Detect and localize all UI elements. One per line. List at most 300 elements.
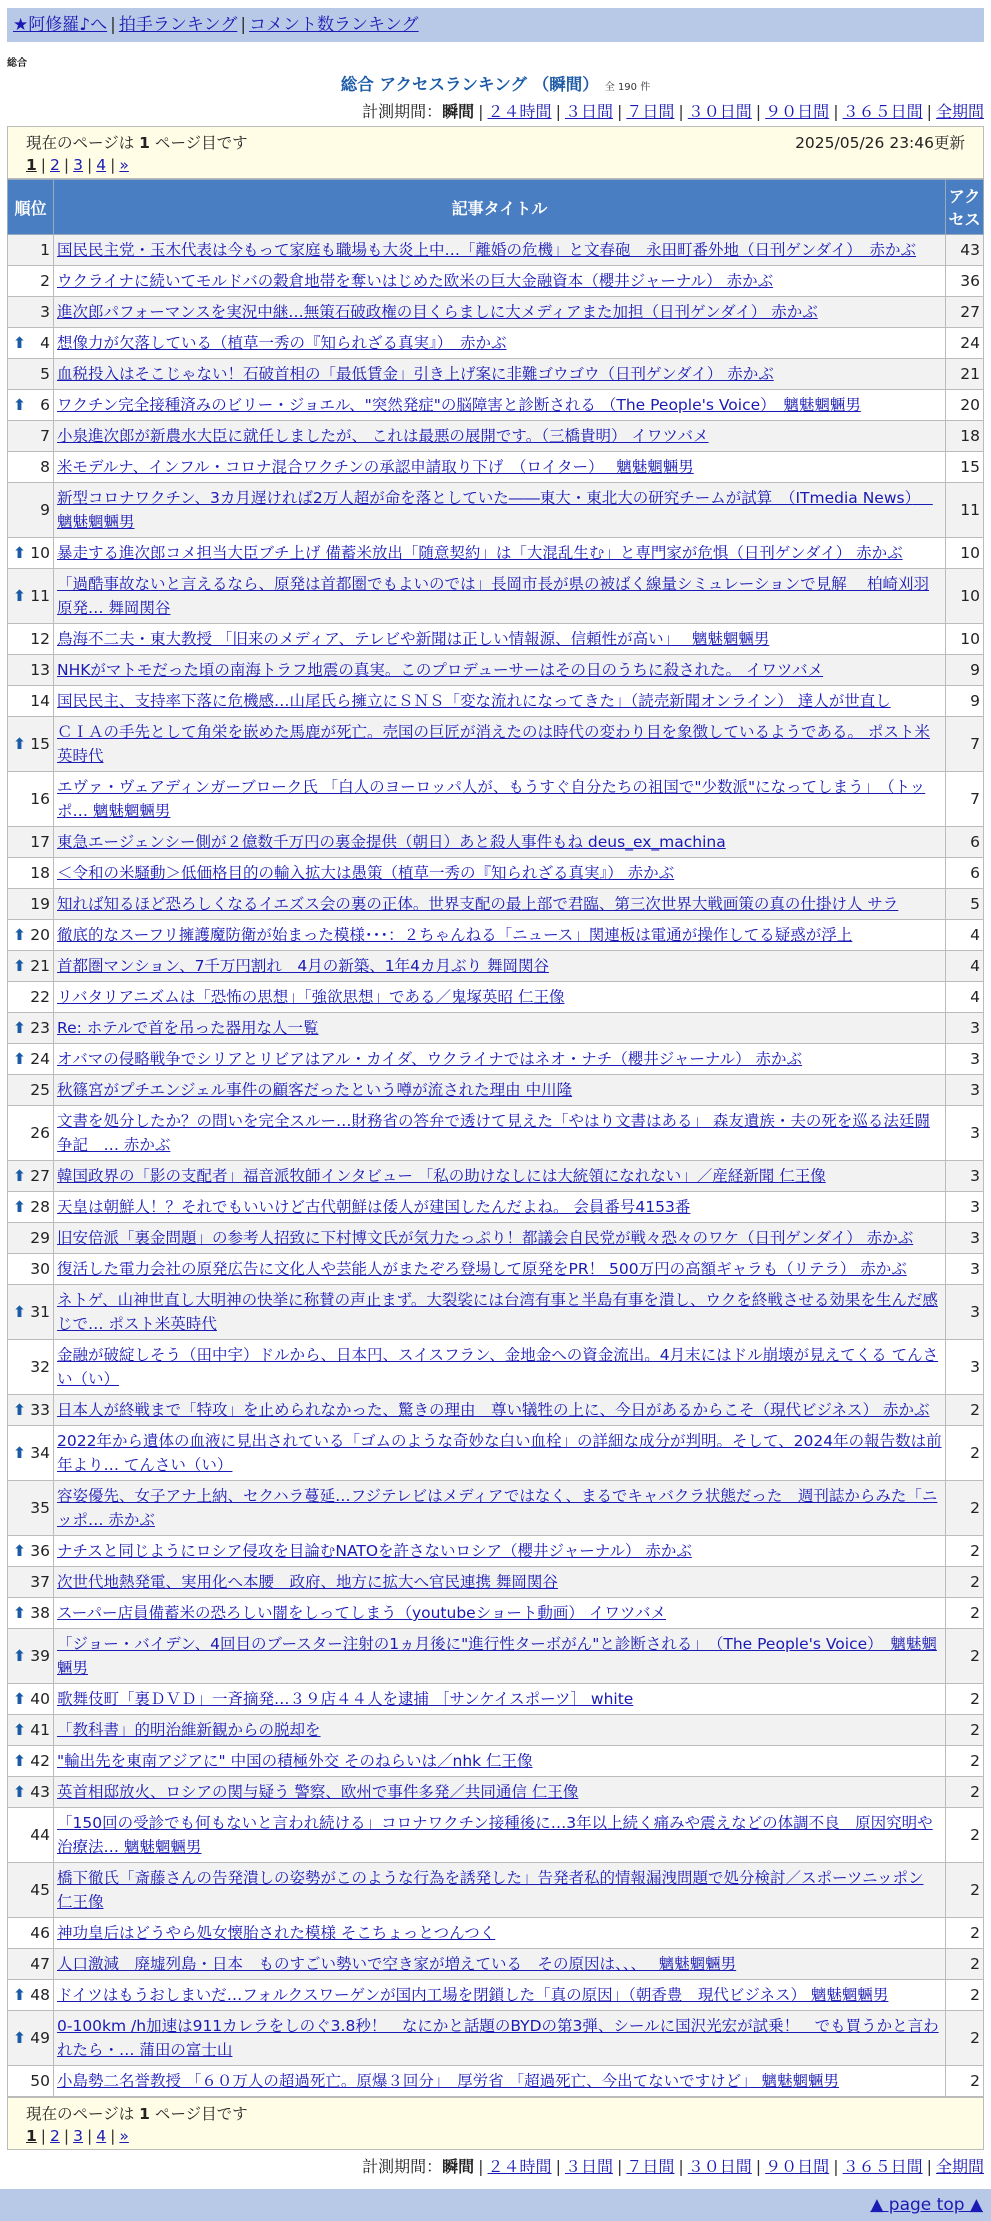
access-count: 2 [946,1536,984,1567]
title-cell [54,920,946,951]
rank-cell [8,1395,54,1426]
access-count: 36 [946,266,984,297]
title-cell [54,1395,946,1426]
access-count: 18 [946,421,984,452]
article-link[interactable]: 小泉進次郎が新農水大臣に就任しましたが、 これは最悪の展開です。（三橋貴明） イワツバメ [57,427,709,445]
rank-cell [8,1918,54,1949]
title-cell [54,452,946,483]
rank-cell [8,483,54,538]
article-link[interactable]: リバタリアニズムは「恐怖の思想」「強欲思想」である／鬼塚英昭 仁王像 [57,988,565,1006]
rank-cell [8,982,54,1013]
top-nav [7,8,984,42]
rank-number: 29 [30,1229,50,1247]
access-count: 2 [946,1746,984,1777]
rank-number: 37 [30,1573,50,1591]
page-link-1[interactable]: 3 [73,156,84,174]
rank-number: 24 [30,1050,50,1068]
title-cell [54,1746,946,1777]
pager-status [26,131,965,153]
rank-cell [8,1340,54,1395]
rank-number: 13 [30,661,50,679]
access-count: 4 [946,982,984,1013]
rank-cell [8,421,54,452]
access-count: 10 [946,538,984,569]
access-count: 3 [946,1285,984,1340]
rank-cell [8,1536,54,1567]
period-separator: | [926,102,932,121]
period-separator: | [478,2157,484,2176]
rank-up-icon: ⬆ [13,926,26,944]
title-cell [54,1598,946,1629]
access-count: 20 [946,390,984,421]
table-row [8,982,984,1013]
access-count: 2 [946,1777,984,1808]
table-row [8,390,984,421]
title-cell [54,297,946,328]
rank-number: 36 [30,1542,50,1560]
table-row [8,538,984,569]
article-link[interactable]: Re: ホテルで首を吊った器用な人一覧 [57,1019,319,1037]
page-current: 1 [26,2127,37,2145]
title-cell [54,1106,946,1161]
access-count: 5 [946,889,984,920]
access-count: 3 [946,1161,984,1192]
article-link[interactable]: 知れば知るほど恐ろしくなるイエズス会の裏の正体。世界支配の最上部で君臨、第三次世界大戦画策の真の仕掛け人 サラ [57,895,899,913]
rank-cell [8,1863,54,1918]
home-link[interactable]: ★阿修羅♪へ [13,15,108,35]
period-selector-bottom [7,2154,984,2177]
table-row [8,951,984,982]
article-link[interactable]: NHKがマトモだった頃の南海トラフ地震の真実。このプロデューサーはその日のうちに殺された。 イワツバメ [57,661,824,679]
period-separator: | [555,2157,561,2176]
article-link[interactable]: ドイツはもうおしまいだ…フォルクスワーゲンが国内工場を閉鎖した「真の原因」（朝香豊 現代ビジネス） 魑魅魍魎男 [57,1986,889,2004]
top-period-link-5[interactable]: ３６５日間 [842,102,923,121]
rank-cell [8,624,54,655]
article-link[interactable]: 日本人が終戦まで「特攻」を止められなかった、驚きの理由 尊い犠牲の上に、今日があるからこそ（現代ビジネス） 赤かぶ [57,1401,930,1419]
page-link-0[interactable]: 2 [50,2127,60,2145]
rank-number: 44 [30,1826,50,1844]
page-link-3[interactable]: » [119,2127,129,2145]
rank-number: 6 [40,396,50,414]
table-row [8,1777,984,1808]
article-link[interactable]: 文書を処分したか？の問いを完全スルー…財務省の答弁で透けて見えた「やはり文書はある」 森友遺族・夫の死を巡る法廷闘争記 … 赤かぶ [57,1112,930,1154]
page-link-2[interactable]: 4 [96,2127,107,2145]
table-row [8,1629,984,1684]
title-cell [54,717,946,772]
rank-number: 22 [30,988,50,1006]
article-link[interactable]: 「ジョー・バイデン、4回目のブースター注射の1ヵ月後に"進行性ターボがん"と診断される」 （The People's Voice） 魑魅魍魎男 [57,1635,937,1677]
table-row [8,421,984,452]
rank-up-icon: ⬆ [13,1303,26,1321]
table-row [8,686,984,717]
pager-box-bottom [7,2097,984,2150]
rank-cell [8,1715,54,1746]
period-separator: | [478,102,484,121]
rank-cell [8,266,54,297]
title-cell [54,1863,946,1918]
title-cell [54,686,946,717]
top-period-link-2[interactable]: ７日間 [626,102,675,121]
table-row [8,1567,984,1598]
comment-ranking-link[interactable]: コメント数ランキング [249,15,419,35]
table-row [8,1863,984,1918]
page-title-row [7,71,984,95]
top-period-link-4[interactable]: ９０日間 [765,102,830,121]
access-count: 2 [946,1567,984,1598]
title-cell [54,982,946,1013]
top-period-link-0[interactable]: ２４時間 [487,102,552,121]
title-cell [54,1629,946,1684]
access-count: 2 [946,1598,984,1629]
article-link[interactable]: 新型コロナワクチン、3カ月遅ければ2万人超が命を落としていた――東大・東北大の研究チームが試算 （ITmedia News） 魑魅魍魎男 [57,489,933,531]
access-count: 7 [946,717,984,772]
period-separator: | [833,102,839,121]
access-count: 10 [946,624,984,655]
table-row [8,1980,984,2011]
article-link[interactable]: 復活した電力会社の原発広告に文化人や芸能人がまたぞろ登場して原発をPR！ 500万円の高額ギャラも（リテラ） 赤かぶ [57,1260,907,1278]
rank-cell [8,1075,54,1106]
header-title: 記事タイトル [54,180,946,235]
rank-number: 26 [30,1124,50,1142]
clap-ranking-link[interactable]: 拍手ランキング [118,15,238,35]
article-link[interactable]: オバマの侵略戦争でシリアとリビアはアル・カイダ、ウクライナではネオ・ナチ（櫻井ジャーナル） 赤かぶ [57,1050,803,1068]
title-cell [54,1223,946,1254]
page-top-link[interactable]: ▲ page top ▲ [870,2195,983,2215]
title-cell [54,235,946,266]
page-title: 総合 アクセスランキング （瞬間） [340,75,599,94]
total-count: 全 190 件 [604,82,651,93]
table-row [8,1106,984,1161]
table-row [8,1426,984,1481]
top-period-link-6[interactable]: 全期間 [935,102,984,121]
title-cell [54,1426,946,1481]
table-row [8,1598,984,1629]
pagination [26,156,965,174]
table-row [8,1013,984,1044]
article-link[interactable]: 秋篠宮がプチエンジェル事件の顧客だったという噂が流された理由 中川隆 [57,1081,573,1099]
period-separator: | [616,102,623,121]
rank-number: 4 [40,334,50,352]
page-link-0[interactable]: 2 [50,156,60,174]
table-row [8,1044,984,1075]
access-count: 21 [946,359,984,390]
article-link[interactable]: 米モデルナ、インフル・コロナ混合ワクチンの承認申請取り下げ （ロイター） 魑魅魍魎男 [57,458,694,476]
title-cell [54,538,946,569]
article-link[interactable]: 血税投入はそこじゃない！石破首相の「最低賃金」引き上げ案に非難ゴウゴウ（日刊ゲンダイ） 赤かぶ [57,365,774,383]
rank-number: 32 [30,1358,50,1376]
table-row [8,827,984,858]
title-cell [54,1285,946,1340]
current-page-text [26,131,248,153]
page-separator: | [63,156,70,174]
current-page-post: ページ目です [154,2105,248,2123]
rank-number: 31 [30,1303,50,1321]
rank-up-icon: ⬆ [13,1752,26,1770]
table-header-row [8,180,984,235]
period-separator: | [833,2157,839,2176]
rank-up-icon: ⬆ [13,396,26,414]
title-cell [54,772,946,827]
rank-number: 15 [30,735,50,753]
table-row [8,1684,984,1715]
access-count: 2 [946,1629,984,1684]
article-link[interactable]: 神功皇后はどうやら処女懐胎された模様 そこちょっとつんつく [57,1924,496,1942]
bottom-period-link-1[interactable]: ３日間 [564,2157,613,2176]
period-separator: | [755,2157,762,2176]
rank-cell [8,1254,54,1285]
title-cell [54,2011,946,2066]
rank-number: 25 [30,1081,50,1099]
article-link[interactable]: 首都圏マンション、7千万円割れ 4月の新築、1年4カ月ぶり 舞岡関谷 [57,957,549,975]
rank-cell [8,1161,54,1192]
rank-cell [8,1629,54,1684]
access-count: 2 [946,1395,984,1426]
access-count: 3 [946,1340,984,1395]
current-page-number: 1 [139,2105,150,2123]
access-count: 7 [946,772,984,827]
title-cell [54,1980,946,2011]
article-link[interactable]: ナチスと同じようにロシア侵攻を目論むNATOを許さないロシア（櫻井ジャーナル） 赤かぶ [57,1542,692,1560]
current-page-pre: 現在のページは [26,134,135,152]
bottom-period-link-4[interactable]: ９０日間 [765,2157,830,2176]
section-label: 総合 [7,58,27,69]
title-cell [54,655,946,686]
title-cell [54,1013,946,1044]
rank-number: 35 [30,1499,50,1517]
article-link[interactable]: エヴァ・ヴェアディンガーブローク氏 「白人のヨーロッパ人が、もうすぐ自分たちの祖国で"少数派"になってしまう」 （トッポ… 魑魅魍魎男 [57,778,926,820]
table-row [8,920,984,951]
access-count: 2 [946,1715,984,1746]
article-link[interactable]: ワクチン完全接種済みのビリー・ジョエル、"突然発症"の脳障害と診断される （The People's Voice） 魑魅魍魎男 [57,396,861,414]
article-link[interactable]: 次世代地熱発電、実用化へ本腰 政府、地方に拡大へ官民連携 舞岡関谷 [57,1573,558,1591]
rank-number: 43 [30,1783,50,1801]
article-link[interactable]: 金融が破綻しそう（田中宇）ドルから、日本円、スイスフラン、金地金への資金流出。4月末にはドル崩壊が見えてくる てんさい（い） [57,1346,939,1388]
table-row [8,1161,984,1192]
rank-up-icon: ⬆ [13,1050,26,1068]
article-link[interactable]: 人口激減 廃墟列島・日本 ものすごい勢いで空き家が増えている その原因は、、、 魑魅魍魎男 [57,1955,737,1973]
table-row [8,772,984,827]
page-separator: | [87,2127,93,2145]
article-link[interactable]: 想像力が欠落している（植草一秀の『知られざる真実』） 赤かぶ [57,334,507,352]
title-cell [54,1777,946,1808]
title-cell [54,889,946,920]
article-link[interactable]: 進次郎パフォーマンスを実況中継…無策石破政権の目くらましに大メディアまた加担（日刊ゲンダイ） 赤かぶ [57,303,818,321]
title-cell [54,359,946,390]
article-link[interactable]: 小島勢二名誉教授 「６０万人の超過死亡。原爆３回分」 厚労省 「超過死亡、今出てないですけど」 魑魅魍魎男 [57,2072,840,2090]
table-row [8,1395,984,1426]
access-count: 10 [946,569,984,624]
rank-number: 41 [30,1721,50,1739]
rank-number: 42 [30,1752,50,1770]
access-count: 2 [946,2011,984,2066]
period-separator: | [926,2157,932,2176]
rank-up-icon: ⬆ [13,2029,26,2047]
access-count: 3 [946,1013,984,1044]
article-link[interactable]: ウクライナに続いてモルドバの穀倉地帯を奪いはじめた欧米の巨大金融資本（櫻井ジャーナル） 赤かぶ [57,272,774,290]
table-row [8,452,984,483]
table-row [8,1536,984,1567]
access-count: 2 [946,1426,984,1481]
rank-up-icon: ⬆ [13,1721,26,1739]
rank-number: 20 [30,926,50,944]
rank-up-icon: ⬆ [13,1647,26,1665]
title-cell [54,1808,946,1863]
page-separator: | [63,2127,70,2145]
article-link[interactable]: ＜令和の米騒動＞低価格目的の輸入拡大は愚策（植草一秀の『知られざる真実』） 赤かぶ [57,864,675,882]
rank-up-icon: ⬆ [13,587,26,605]
article-link[interactable]: 徹底的なスーフリ擁護魔防衛が始まった模様･･･：２ちゃんねる「ニュース」関連板は電通が操作してる疑惑が浮上 [57,926,853,944]
access-count: 2 [946,1481,984,1536]
table-row [8,266,984,297]
table-row [8,328,984,359]
access-count: 15 [946,452,984,483]
article-link[interactable]: 暴走する進次郎コメ担当大臣ブチ上げ 備蓄米放出「随意契約」は「大混乱生む」と専門家が危惧（日刊ゲンダイ） 赤かぶ [57,544,903,562]
rank-number: 12 [30,630,50,648]
title-cell [54,1340,946,1395]
rank-number: 16 [30,790,50,808]
period-label: 計測期間： [362,2157,443,2176]
period-selector [7,99,984,122]
rank-number: 1 [40,241,50,259]
title-cell [54,1918,946,1949]
page-separator: | [110,156,116,174]
article-link[interactable]: 歌舞伎町「裏ＤＶＤ」一斉摘発…３９店４４人を逮捕 ［サンケイスポーツ］ white [57,1690,634,1708]
title-cell [54,1254,946,1285]
rank-up-icon: ⬆ [13,1986,26,2004]
table-row [8,624,984,655]
rank-up-icon: ⬆ [13,1604,26,1622]
rank-number: 46 [30,1924,50,1942]
article-link[interactable]: ネトゲ、山神世直し大明神の快挙に称賛の声止まず。大裂裟には台湾有事と半島有事を潰し、ウクを終戦させる効果を生んだ感じで… ポスト米英時代 [57,1291,938,1333]
page-link-2[interactable]: 4 [96,156,107,174]
access-count: 2 [946,1980,984,2011]
rank-number: 27 [30,1167,50,1185]
bottom-period-link-2[interactable]: ７日間 [626,2157,675,2176]
title-cell [54,1161,946,1192]
title-cell [54,483,946,538]
page-separator: | [40,2127,47,2145]
top-period-link-1[interactable]: ３日間 [564,102,613,121]
page-current: 1 [26,156,37,174]
table-row [8,1481,984,1536]
title-cell [54,266,946,297]
rank-number: 11 [30,587,50,605]
rank-number: 47 [30,1955,50,1973]
table-row [8,1715,984,1746]
title-cell [54,390,946,421]
access-count: 3 [946,1075,984,1106]
rank-cell [8,1949,54,1980]
article-link[interactable]: 国民民主、支持率下落に危機感…山尾氏ら擁立にＳＮＳ「変な流れになってきた」（読売新聞オンライン） 達人が世直し [57,692,891,710]
rank-cell [8,297,54,328]
rank-number: 33 [30,1401,50,1419]
article-link[interactable]: ＣＩＡの手先として角栄を嵌めた馬鹿が死亡。売国の巨匠が消えたのは時代の変わり目を象徴しているようである。 ポスト米英時代 [57,723,930,765]
article-link[interactable]: 英首相邸放火、ロシアの関与疑う 警察、欧州で事件多発／共同通信 仁王像 [57,1783,579,1801]
article-link[interactable]: 「過酷事故ないと言えるなら、原発は首都圏でもよいのでは」長岡市長が県の被ばく線量シミュレーションで見解 柏崎刈羽原発… 舞岡関谷 [57,575,930,617]
article-link[interactable]: 「150回の受診でも何もないと言われ続ける」コロナワクチン接種後に…3年以上続く痛みや震えなどの体調不良 原因究明や治療法… 魑魅魍魎男 [57,1814,933,1856]
table-row [8,1254,984,1285]
rank-cell [8,920,54,951]
rank-cell [8,1044,54,1075]
article-link[interactable]: "輸出先を東南アジアに" 中国の積極外交 そのねらいは／nhk 仁王像 [57,1752,533,1770]
title-cell [54,1715,946,1746]
article-link[interactable]: 橋下徹氏「斎藤さんの告発潰しの姿勢がこのような行為を誘発した」告発者私的情報漏洩問題で処分検討／スポーツニッポン 仁王像 [57,1869,924,1911]
top-period-link-3[interactable]: ３０日間 [687,102,752,121]
article-link[interactable]: 0-100km /h加速は911カレラをしのぐ3.8秒！ なにかと話題のBYDの第3弾、シールに国沢光宏が試乗！ でも買うかと言われたら・… 蒲田の富士山 [57,2017,939,2059]
ranking-table [7,179,984,2097]
rank-cell [8,538,54,569]
article-link[interactable]: 韓国政界の「影の支配者」福音派牧師インタビュー 「私の助けなしには大統領になれない」／産経新聞 仁王像 [57,1167,826,1185]
article-link[interactable]: 2022年から遺体の血液に見出されている「ゴムのような奇妙な白い血栓」の詳細な成分が判明。そして、2024年の報告数は前年より… てんさい（い） [57,1432,942,1474]
rank-cell [8,1980,54,2011]
article-link[interactable]: 東急エージェンシー側が２億数千万円の裏金提供（朝日）あと殺人事件もね deus_ex_machina [57,833,726,851]
title-cell [54,951,946,982]
rank-number: 18 [30,864,50,882]
bottom-period-link-6[interactable]: 全期間 [935,2157,984,2176]
bottom-period-link-0[interactable]: ２４時間 [487,2157,552,2176]
table-row [8,1746,984,1777]
rank-number: 7 [40,427,50,445]
rank-cell [8,858,54,889]
rank-number: 10 [30,544,50,562]
rank-number: 17 [30,833,50,851]
page-link-3[interactable]: » [119,156,129,174]
rank-number: 30 [30,1260,50,1278]
rank-number: 5 [40,365,50,383]
article-link[interactable]: スーパー店員備蓄米の恐ろしい闇をしってしまう（youtubeショート動画） イワツバメ [57,1604,667,1622]
period-separator: | [755,102,762,121]
period-label: 計測期間： [362,102,443,121]
table-row [8,359,984,390]
rank-cell [8,235,54,266]
title-cell [54,1075,946,1106]
access-count: 2 [946,2066,984,2097]
current-page-post: ページ目です [154,134,248,152]
article-link[interactable]: 容姿優先、女子アナ上納、セクハラ蔓延…フジテレビはメディアではなく、まるでキャバクラ状態だった 週刊誌からみた「ニッポ… 赤かぶ [57,1487,938,1529]
updated-timestamp: 2025/05/26 23:46更新 [795,134,965,152]
article-link[interactable]: 国民民主党・玉木代表は今もって家庭も職場も大炎上中…「離婚の危機」と文春砲 永田町番外地（日刊ゲンダイ） 赤かぶ [57,241,917,259]
access-count: 6 [946,858,984,889]
table-row [8,569,984,624]
rank-up-icon: ⬆ [13,334,26,352]
title-cell [54,1192,946,1223]
rank-cell [8,1598,54,1629]
article-link[interactable]: 鳥海不二夫・東大教授 「旧来のメディア、テレビや新聞は正しい情報源、信頼性が高い」 魑魅魍魎男 [57,630,770,648]
bottom-period-link-3[interactable]: ３０日間 [687,2157,752,2176]
article-link[interactable]: 「教科書」的明治維新観からの脱却を [57,1721,321,1739]
rank-number: 14 [30,692,50,710]
rank-number: 2 [40,272,50,290]
article-link[interactable]: 天皇は朝鮮人！？それでもいいけど古代朝鮮は倭人が建国したんだよね。 会員番号4153番 [57,1198,691,1216]
rank-number: 23 [30,1019,50,1037]
bottom-bar [0,2189,991,2221]
period-current: 瞬間 [442,2157,475,2176]
page-link-1[interactable]: 3 [73,2127,84,2145]
article-link[interactable]: 旧安倍派「裏金問題」の参考人招致に下村博文氏が気力たっぷり！都議会自民党が戦々恐々のワケ（日刊ゲンダイ） 赤かぶ [57,1229,914,1247]
table-row [8,1192,984,1223]
rank-cell [8,655,54,686]
period-separator: | [616,2157,623,2176]
period-separator: | [555,102,561,121]
rank-cell [8,1567,54,1598]
page-separator: | [110,2127,116,2145]
title-cell [54,1684,946,1715]
bottom-period-link-5[interactable]: ３６５日間 [842,2157,923,2176]
access-count: 2 [946,1949,984,1980]
nav-separator: | [110,15,116,35]
rank-up-icon: ⬆ [13,1167,26,1185]
rank-cell [8,1106,54,1161]
